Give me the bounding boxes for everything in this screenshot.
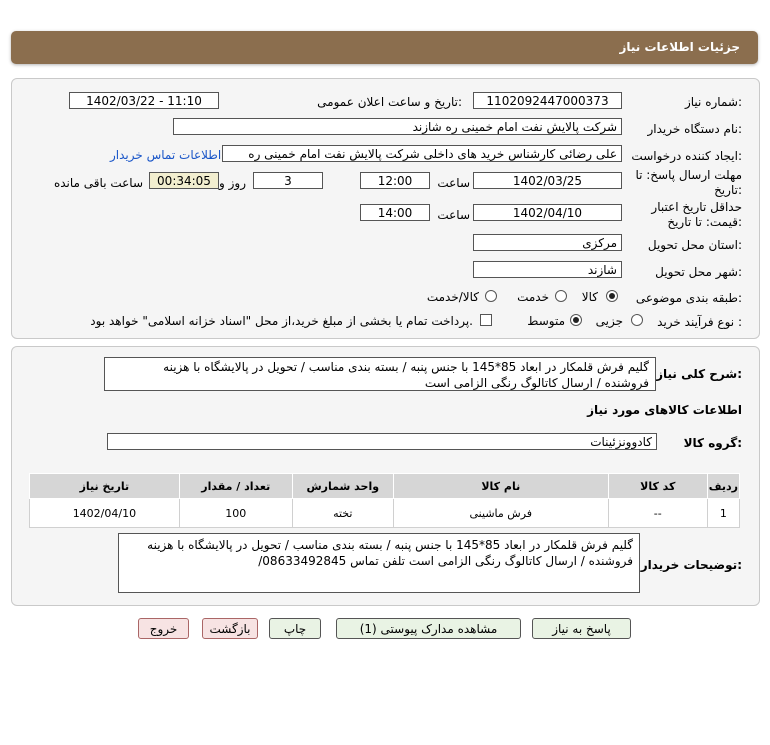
- summary-label: شرح کلی نیاز:: [656, 367, 742, 381]
- cell-date: 1402/04/10: [30, 499, 180, 528]
- reply-days-label: روز و: [219, 176, 246, 190]
- category-option-goods: کالا: [581, 290, 598, 304]
- announce-label: تاریخ و ساعت اعلان عمومی:: [317, 95, 462, 109]
- exit-button[interactable]: خروج: [138, 618, 189, 639]
- buyer-notes-text: [118, 533, 640, 593]
- validity-label-2: قیمت: تا تاریخ:: [667, 215, 742, 229]
- buyer-contact-link[interactable]: اطلاعات تماس خریدار: [110, 148, 222, 162]
- items-section-title: اطلاعات کالاهای مورد نیاز: [587, 403, 742, 417]
- col-qty: تعداد / مقدار: [179, 474, 292, 499]
- buyer-notes-label: توضیحات خریدار:: [640, 558, 742, 572]
- creator-label: ایجاد کننده درخواست:: [631, 149, 742, 163]
- goods-group-label: گروه کالا:: [683, 436, 742, 450]
- reply-time-field: 12:00: [360, 172, 430, 189]
- col-unit: واحد شمارش: [292, 474, 393, 499]
- validity-date-field: 1402/04/10: [473, 204, 622, 221]
- cell-qty: 100: [179, 499, 292, 528]
- remaining-time-field: 00:34:05: [149, 172, 219, 189]
- category-radio-goods[interactable]: [606, 290, 618, 302]
- announce-field: 1402/03/22 - 11:10: [69, 92, 219, 109]
- reply-deadline-label: مهلت ارسال پاسخ: تا: [635, 168, 742, 182]
- need-number-field: 1102092447000373: [473, 92, 622, 109]
- remaining-time-label: ساعت باقی مانده: [53, 176, 143, 190]
- delivery-province-field: مرکزی: [473, 234, 622, 251]
- back-button[interactable]: بازگشت: [202, 618, 258, 639]
- col-date: تاریخ نیاز: [30, 474, 180, 499]
- goods-group-field: کادوونزئینات: [107, 433, 657, 450]
- buyer-org-label: نام دستگاه خریدار:: [647, 122, 742, 136]
- process-label: نوع فرآیند خرید :: [657, 315, 742, 329]
- category-option-service: خدمت: [517, 290, 549, 304]
- category-label: طبقه بندی موضوعی:: [635, 291, 742, 305]
- buyer-notes-line-1: گلیم فرش قلمکار در ابعاد 85*145 با جنس پنبه / بسته بندی مناسب / تحویل در پالایشگاه با هزینه: [147, 538, 633, 552]
- summary-line-2: فروشنده / ارسال کاتالوگ رنگی الزامی است: [424, 376, 649, 390]
- print-button[interactable]: چاپ: [269, 618, 321, 639]
- reply-button[interactable]: پاسخ به نیاز: [532, 618, 631, 639]
- validity-time-field: 14:00: [360, 204, 430, 221]
- cell-name: فرش ماشینی: [393, 499, 608, 528]
- reply-days-field: 3: [253, 172, 323, 189]
- delivery-province-label: استان محل تحویل:: [647, 238, 742, 252]
- items-table-header: [30, 474, 740, 499]
- creator-field: علی رضائی کارشناس خرید های داخلی شرکت پالایش نفت امام خمینی ره: [222, 145, 622, 162]
- cell-unit: تخته: [292, 499, 393, 528]
- summary-line-1: گلیم فرش قلمکار در ابعاد 85*145 با جنس پنبه / بسته بندی مناسب / تحویل در پالایشگاه با هزینه: [163, 360, 649, 374]
- cell-code: --: [608, 499, 707, 528]
- col-name: نام کالا: [393, 474, 608, 499]
- need-number-label: شماره نیاز:: [684, 95, 742, 109]
- validity-time-label: ساعت: [437, 208, 470, 222]
- col-row: ردیف: [707, 474, 739, 499]
- process-option-medium: متوسط: [527, 314, 565, 328]
- col-code: کد کالا: [608, 474, 707, 499]
- buyer-org-field: شرکت پالایش نفت امام خمینی ره شازند: [173, 118, 622, 135]
- process-option-minor: جزیی: [595, 314, 623, 328]
- page-header: [11, 31, 758, 64]
- reply-time-label: ساعت: [437, 176, 470, 190]
- process-radio-medium[interactable]: [570, 314, 582, 326]
- summary-text: [104, 357, 656, 391]
- view-attachments-button[interactable]: مشاهده مدارک پیوستی (1): [336, 618, 521, 639]
- items-table: [29, 473, 740, 528]
- table-row: [30, 499, 740, 528]
- cell-row: 1: [707, 499, 739, 528]
- process-radio-minor[interactable]: [631, 314, 643, 326]
- validity-label: حداقل تاریخ اعتبار: [651, 200, 742, 214]
- category-option-goods-service: کالا/خدمت: [426, 290, 479, 304]
- page-title: جزئیات اطلاعات نیاز: [619, 40, 740, 54]
- treasury-note: پرداخت تمام یا بخشی از مبلغ خرید،از محل "اسناد خزانه اسلامی" خواهد بود.: [90, 314, 473, 328]
- delivery-city-label: شهر محل تحویل:: [655, 265, 742, 279]
- buyer-notes-line-2: فروشنده / ارسال کاتالوگ رنگی الزامی است تلفن تماس 08633492845/: [258, 554, 633, 568]
- category-radio-goods-service[interactable]: [485, 290, 497, 302]
- reply-deadline-label-2: تاریخ:: [714, 183, 742, 197]
- delivery-city-field: شازند: [473, 261, 622, 278]
- treasury-checkbox[interactable]: [480, 314, 492, 326]
- reply-date-field: 1402/03/25: [473, 172, 622, 189]
- category-radio-service[interactable]: [555, 290, 567, 302]
